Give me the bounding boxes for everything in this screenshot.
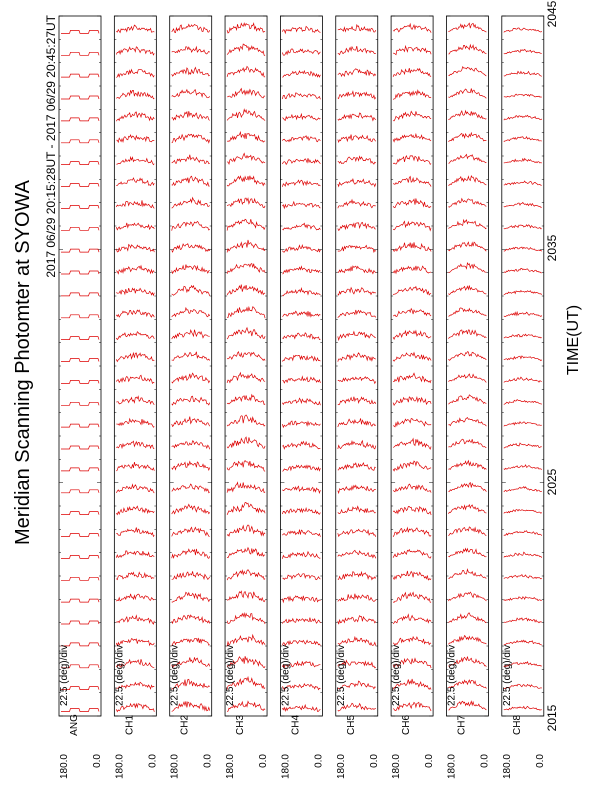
y-min-label: 0.0 [424,754,436,768]
x-tick-labels [545,0,559,731]
scale-label: 22.5 (deg)/div [225,644,237,706]
panel-frame [114,16,156,716]
x-tick-label: 2035 [545,234,559,262]
y-max-label: 180.0 [169,754,181,780]
panel-ang [59,16,103,779]
scale-label: 22.5 (deg)/div [59,644,70,706]
panel-frame [225,16,267,716]
x-tick-label: 2015 [545,704,559,732]
panel-frame [446,16,488,716]
channel-label: CH1 [124,714,136,736]
channel-label: CH4 [290,714,302,736]
y-min-label: 0.0 [534,754,546,768]
panel-frame [336,16,378,716]
scale-label: 22.5 (deg)/div [501,644,513,706]
scale-label: 22.5 (deg)/div [335,644,347,706]
y-min-label: 0.0 [258,754,270,768]
y-max-label: 180.0 [446,754,458,780]
y-min-label: 0.0 [479,754,491,768]
y-min-label: 0.0 [368,754,380,768]
panel-ch1 [114,16,158,779]
channel-label: CH6 [401,714,413,736]
y-min-label: 0.0 [147,754,159,768]
x-tick-label: 2025 [545,468,559,496]
panel-frame [170,16,212,716]
scale-label: 22.5 (deg)/div [391,644,403,706]
scale-label: 22.5 (deg)/div [446,644,458,706]
panel-frame [391,16,433,716]
y-max-label: 180.0 [280,754,292,780]
panel-ch7 [446,16,490,779]
y-min-label: 0.0 [202,754,214,768]
y-max-label: 180.0 [59,754,70,780]
chart-subtitle: 2017 06/29 20:15:28UT - 2017 06/29 20:45:27UT [44,15,58,278]
scale-label: 22.5 (deg)/div [114,644,126,706]
y-max-label: 180.0 [335,754,347,780]
chart-title: Meridian Scanning Photomter at SYOWA [12,180,34,545]
x-axis-label: TIME(UT) [565,304,582,376]
panel-ch3 [225,16,269,779]
panel-ch5 [336,16,380,779]
y-max-label: 180.0 [391,754,403,780]
panel-ch6 [391,16,435,779]
y-max-label: 180.0 [225,754,237,780]
channel-label: CH5 [345,714,357,736]
channel-label: CH2 [179,714,191,736]
y-min-label: 0.0 [313,754,325,768]
y-max-label: 180.0 [114,754,126,780]
panel-frame [502,16,544,716]
panel-ch8 [502,16,546,779]
scale-label: 22.5 (deg)/div [280,644,292,706]
panel-group [59,16,546,779]
panel-ch4 [280,16,324,779]
channel-label: CH3 [235,714,247,736]
y-min-label: 0.0 [92,754,103,768]
panel-frame [280,16,322,716]
panel-ch2 [170,16,214,779]
channel-label: CH7 [456,714,468,736]
scale-label: 22.5 (deg)/div [169,644,181,706]
y-max-label: 180.0 [501,754,513,780]
channel-label: ANG [69,714,80,736]
channel-label: CH8 [511,714,523,736]
x-tick-label: 2045 [545,0,559,28]
